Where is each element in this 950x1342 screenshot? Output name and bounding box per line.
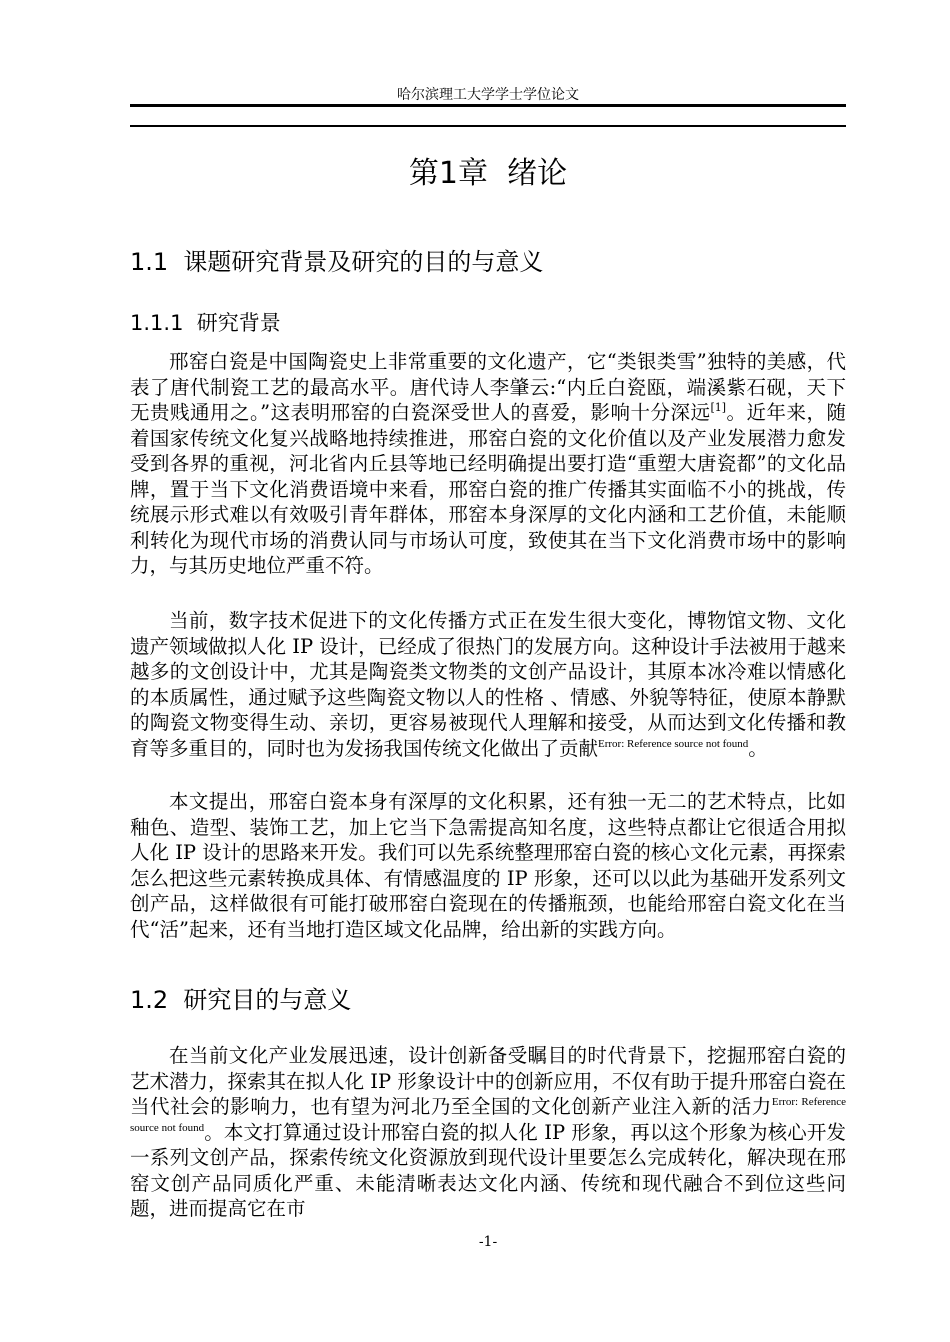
section-1-1-heading: 1.1 课题研究背景及研究的目的与意义: [130, 248, 544, 276]
paragraph-text: 。近年来，随着国家传统文化复兴战略地持续推进，邢窑白瓷的文化价值以及产业发展潜力愈发受到各界的重视，河北省内丘县等地已经明确提出要打造“重塑大唐瓷都”的文化品牌，置于当下文化消费语境中来看，邢窑白瓷的推广传播其实面临不小的挑战，传统展示形式难以有效吸引青年群体，邢窑本身深厚的文化内涵和工艺价值，未能顺利转化为现代市场的消费认同与市场认可度，致使其在当下文化消费市场中的影响力，与其历史地位严重不符。: [130, 401, 846, 577]
section-1-2-heading: 1.2 研究目的与意义: [130, 986, 352, 1014]
paragraph-text: 。: [748, 736, 768, 760]
paragraph-purpose-1: [130, 1043, 846, 1222]
page-number: -1-: [478, 1234, 498, 1250]
reference-error-note: Error: Reference source not found: [598, 737, 749, 750]
chapter-title: 第1章 绪论: [408, 156, 568, 191]
running-header-title: 哈尔滨理工大学学士学位论文: [397, 87, 579, 103]
reference-error-note: Error: Reference source not found: [130, 1096, 846, 1134]
header-rule-thin: [130, 125, 846, 127]
paragraph-background-1: [130, 349, 846, 579]
subsection-1-1-1-heading: 1.1.1 研究背景: [130, 311, 281, 335]
header-rule-thick: [130, 104, 846, 107]
paragraph-background-3: 本文提出，邢窑白瓷本身有深厚的文化积累，还有独一无二的艺术特点，比如釉色、造型、装饰工艺，加上它当下急需提高知名度，这些特点都让它很适合用拟人化 IP 设计的思路来开发。我们可以先系统整理邢窑白瓷的核心文化元素，再探索怎么把这些元素转换成具体、有情感温度的 IP 形象，还可以以此为基础开发系列文创产品，这样做很有可能打破邢窑白瓷现在的传播瓶颈，也能给邢窑白瓷文化在当代“活”起来，还有当地打造区域文化品牌，给出新的实践方向。: [130, 790, 846, 941]
citation-1: [1]: [710, 401, 727, 414]
paragraph-text: 。本文打算通过设计邢窑白瓷的拟人化 IP 形象，再以这个形象为核心开发一系列文创产品，探索传统文化资源放到现代设计里要怎么完成转化，解决现在邢窑文创产品同质化严重、未能清晰表达文化内涵、传统和现代融合不到位这些问题，进而提高它在市: [130, 1120, 846, 1220]
paragraph-text: 当前，数字技术促进下的文化传播方式正在发生很大变化，博物馆文物、文化遗产领域做拟人化 IP 设计，已经成了很热门的发展方向。这种设计手法被用于越来越多的文创设计中，尤其是陶瓷类文物类的文创产品设计，其原本冰冷难以情感化的本质属性，通过赋予这些陶瓷文物以人的性格 、情感、外貌等特征，使原本静默的陶瓷文物变得生动、亲切，更容易被现代人理解和接受，从而达到文化传播和教育等多重目的，同时也为发扬我国传统文化做出了贡献: [130, 609, 846, 760]
paragraph-background-2: [130, 608, 846, 761]
paragraph-text: 在当前文化产业发展迅速，设计创新备受瞩目的时代背景下，挖掘邢窑白瓷的艺术潜力，探索其在拟人化 IP 形象设计中的创新应用，不仅有助于提升邢窑白瓷在当代社会的影响力，也有望为河北乃至全国的文化创新产业注入新的活力: [130, 1044, 846, 1118]
paragraph-text: 邢窑白瓷是中国陶瓷史上非常重要的文化遗产，它“类银类雪”独特的美感，代表了唐代制瓷工艺的最高水平。唐代诗人李肇云:“内丘白瓷瓯，端溪紫石砚，天下无贵贱通用之。”这表明邢窑的白瓷深受世人的喜爱，影响十分深远: [130, 350, 846, 424]
